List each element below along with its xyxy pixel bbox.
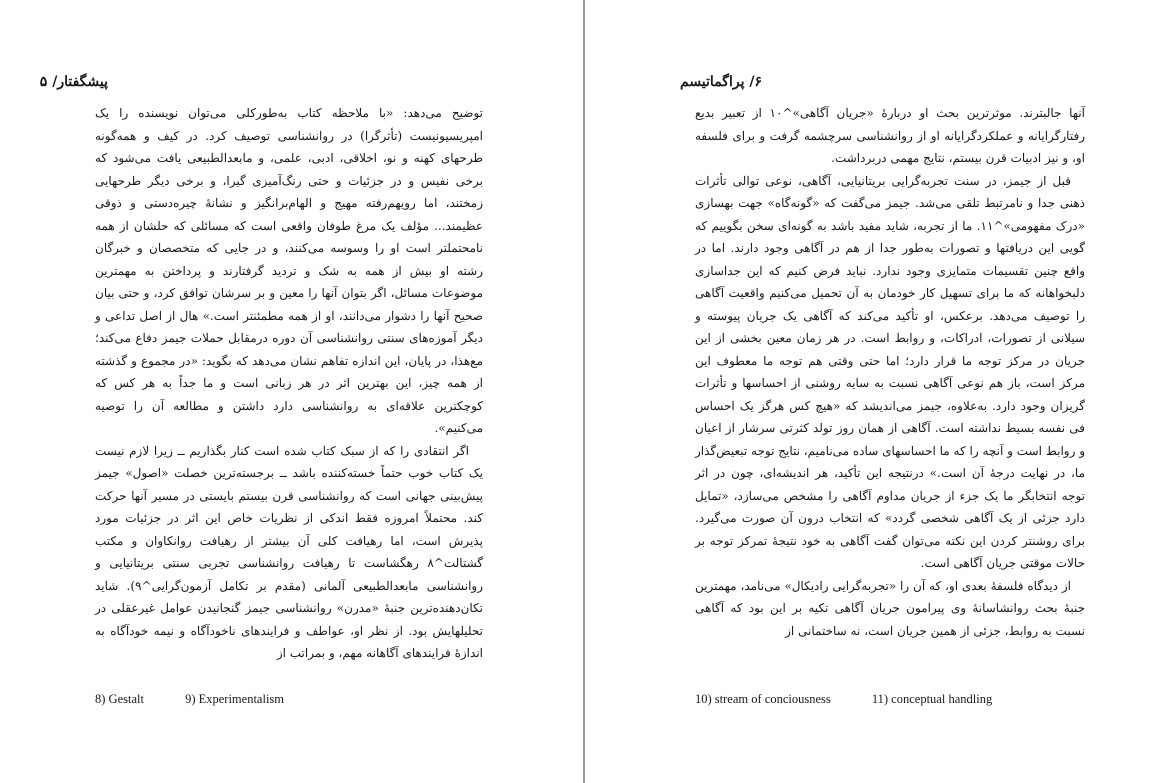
left-page <box>0 0 583 783</box>
footnotes <box>95 692 322 707</box>
paragraph: اگر انتقادی را که از سبک کتاب شده است کنار بگذاریم ــ زیرا لازم نیست یک کتاب خوب حتماً خسته‌کننده باشد ــ برجسته‌ترین خصلت «اصول» جیمز پیش‌بینی جهانی است که روانشناسی قرن بیستم بایستی در مسیر آنها حرکت کند. محتملاً امروزه فقط اندکی از نظریات خاص این اثر در جزئیات مورد پذیرش است، اما رهیافت کلی آن بیشتر از رهیافت روانکاوان و مکتب گشتالت^۸ رهگشاست تا رهیافت روانشناسی تجربی سنتی بریتانیایی و روانشناسی مابعدالطبیعی آلمانی (مقدم بر تکامل آزمون‌گرایی^۹). شاید تکان‌دهنده‌ترین جنبهٔ «مدرن» روانشناسی جیمز گنجانیدن عوامل غیرعقلی در تحلیلهایش بود. از نظر او، عواطف و فرایندهای ناخودآگاه و نیمه خودآگاه به اندازهٔ فرایندهای آگاهانه مهم، و بمراتب از <box>95 443 483 660</box>
running-head: ۶/ پراگماتیسم <box>680 74 762 90</box>
paragraph: قبل از جیمز، در سنت تجربه‌گرایی بریتانیایی، آگاهی، نوعی توالی تأثرات ذهنی جدا و نامرتبط تلقی می‌شد. جیمز می‌گفت که «گونه‌گاه» جهت بهسازی «درک مفهومی»^۱۱. ما از تجربه، شاید مفید باشد به گونه‌ای سخن بگوییم که گویی این دریافتها و تصورات به‌طور جدا از هم در آگاهی وجود دارند. اما در واقع چنین تقسیمات متمایزی وجود ندارد. نباید فرض کنیم که این جداسازی دلبخواهانه که ما برای تسهیل کار خودمان به آن تحمیل می‌کنیم واقعیت آگاهی را توصیف می‌دهد. برعکس، او تأکید می‌کند که آگاهی یک جریان پیوسته و سیلانی از تصورات، ادراکات، و روابط است. در هر زمان معین بخشی از این جریان در مرکز توجه ما قرار دارد؛ اما حتی وقتی هم توجه ما معطوف این مرکز است، باز هم نوعی آگاهی نسبت به سایه روشنی از احساسها و تأثرات گریزان وجود دارد. به‌علاوه، جیمز می‌اندیشد که «هیچ کس هرگز یک احساس فی نفسه بسیط نداشته است. آگاهی از همان روز تولد کثرتی سرشار از اعیان و روابط است و آنچه را که ما احساسهای ساده می‌نامیم، نتایج توجه تبعیض‌گذار ما، در نهایت درجهٔ آن است.» درنتیجه این تأکید، هر اندیشه‌ای، چون در اثر توجه انتخابگر ما یک جزء از جریان مداوم آگاهی را مشخص می‌سازد، «تمایل دارد جزئی از یک آگاهی شخصی گردد» که انتخاب درون آن صورت می‌گیرد. برای روشنتر کردن این نکته می‌توان گفت آگاهی به خود نتیجهٔ تمرکز توجه بر حالات موقتی جریان آگاهی است. <box>695 173 1085 570</box>
footnote: 8) Gestalt <box>95 692 144 706</box>
footnote: 9) Experimentalism <box>185 692 285 706</box>
page-body-text <box>95 102 483 665</box>
footnote: 10) stream of conciousness <box>695 692 831 706</box>
footnote: 11) conceptual handling <box>871 692 993 706</box>
right-page <box>585 0 1176 783</box>
paragraph: توضیح می‌دهد: «با ملاحظه کتاب به‌طورکلی می‌توان نویسنده را یک امپریسیونیست (تأثرگرا) در روانشناسی توصیف کرد. در کیف و همه‌گونه طرحهای کهنه و نو، اخلاقی، ادبی، علمی، و مابعدالطبیعی یافت می‌شود که برخی نفیس و در جزئیات و حتی رنگ‌آمیزی گیرا، و برخی دیگر طرحهایی زمختند، اما رویهم‌رفته مهیج و الهام‌برانگیز و نشانهٔ چیره‌دستی و ذوقی عظیمند... مؤلف یک مرغ طوفان واقعی است که مسائلی که حلشان از همه نامحتملتر است او را وسوسه می‌کنند، و در جایی که متخصصان و خبرگان رشته او بیش از همه به شک و تردید گرفتارند و پرداختن به مهمترین موضوعات مسائل، اگر بتوان آنها را معین و بر سرشان توافق کرد، و حتی بیان صحیح آنها را دشوار می‌دانند، او از همه مطمئنتر است.» هال از اصل تداعی و دیگر آموزه‌های سنتی روانشناسی آن دوره درمقابل حملات جیمز دفاع می‌کند؛ مع‌هذا، در پایان، این اندازه تفاهم نشان می‌دهد که بگوید: «در مجموع و گذشته از همه چیز، این بهترین اثر در هر زبانی است و ما جداً به هر کس که کوچکترین علاقه‌ای به روانشناسی دارد داشتن و مطالعه آن را توصیه می‌کنیم». <box>95 106 484 435</box>
paragraph: آنها جالبترند. موثرترین بحث او دربارهٔ «جریان آگاهی»^۱۰ از تعبیر بدیع رفتارگرایانه و عملکردگرایانه او از روانشناسی سرچشمه گرفت و برای فلسفه او، و نیز ادبیات قرن بیستم، نتایج مهمی دربرداشت. <box>695 106 1085 165</box>
page-body-text <box>695 102 1085 642</box>
running-head: پیشگفتار/ ۵ <box>39 74 108 90</box>
paragraph: از دیدگاه فلسفهٔ بعدی او، که آن را «تجربه‌گرایی رادیکال» می‌نامد، مهمترین جنبهٔ بحث روانشاسانهٔ وی پیرامون جریان آگاهی تکیه بر این بود که آگاهی نسبت به روابط، جزئی از همین جریان است، نه ساختمانی از <box>695 578 1085 638</box>
footnotes <box>695 692 1030 707</box>
